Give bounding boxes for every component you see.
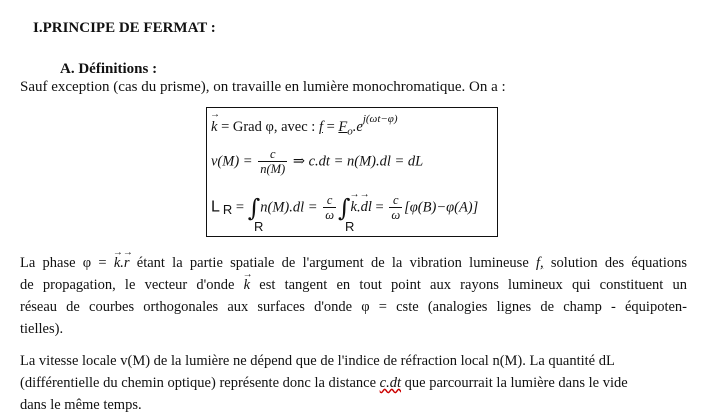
integral-limit: R — [254, 219, 264, 234]
fraction-c-over-omega: $\frac{c}{\omega}$ — [391, 193, 401, 222]
text-line: La phase φ = → k.→ r étant la partie spatiale de l'argument de la vibration lumineuse f, solution des équations — [20, 252, 687, 274]
text-line: tielles). — [20, 321, 64, 337]
text-line: réseau de courbes orthogonales aux surfaces d'onde φ = cste (analogies lignes de champ - équipoten- — [20, 299, 687, 315]
text-line: (différentielle du chemin optique) représente donc la distance c.dt que parcourrait la lumière dans le vide — [20, 375, 628, 391]
section-heading: I.PRINCIPE DE FERMAT : — [33, 20, 216, 36]
intro-text: Sauf exception (cas du prisme), on travaille en lumière monochromatique. On a : — [20, 79, 506, 95]
paragraph-local-speed — [20, 350, 687, 416]
subsection-heading: A. Définitions : — [60, 61, 158, 77]
equation-box — [206, 107, 498, 237]
fraction-c-over-omega: $\frac{c}{\omega}$ — [325, 193, 335, 222]
equation-optical-path: L R = ∫n(M).dl = $\frac{c}{\omega}$ ∫→ k.→ dl = $\frac{c}{\omega}$ [φ(B)−φ(A)] — [211, 194, 478, 222]
text-line: dans le même temps. — [20, 397, 142, 413]
paragraph-phase — [20, 252, 687, 340]
text-line: de propagation, le vecteur d'onde → k est tangent en tout point aux rayons lumineux qui constituent un — [20, 274, 687, 296]
equation-local-speed: v(M) = $\frac{c}{n(M)}$ ⇒ c.dt = n(M).dl = dL — [211, 147, 424, 176]
integral-limit: R — [345, 219, 355, 234]
equation-wave-vector: → k = Grad φ, avec : $f = F_o.e^{j(\omega t-\varphi)}$ — [211, 116, 398, 138]
fraction-c-over-n: $\frac{c}{n(M)}$ — [260, 147, 286, 176]
integral-sign: ∫ — [247, 194, 261, 222]
integral-sign: ∫ — [338, 194, 351, 222]
text-line: La vitesse locale v(M) de la lumière ne dépend que de l'indice de réfraction local n(M). La quantité dL — [20, 353, 615, 369]
